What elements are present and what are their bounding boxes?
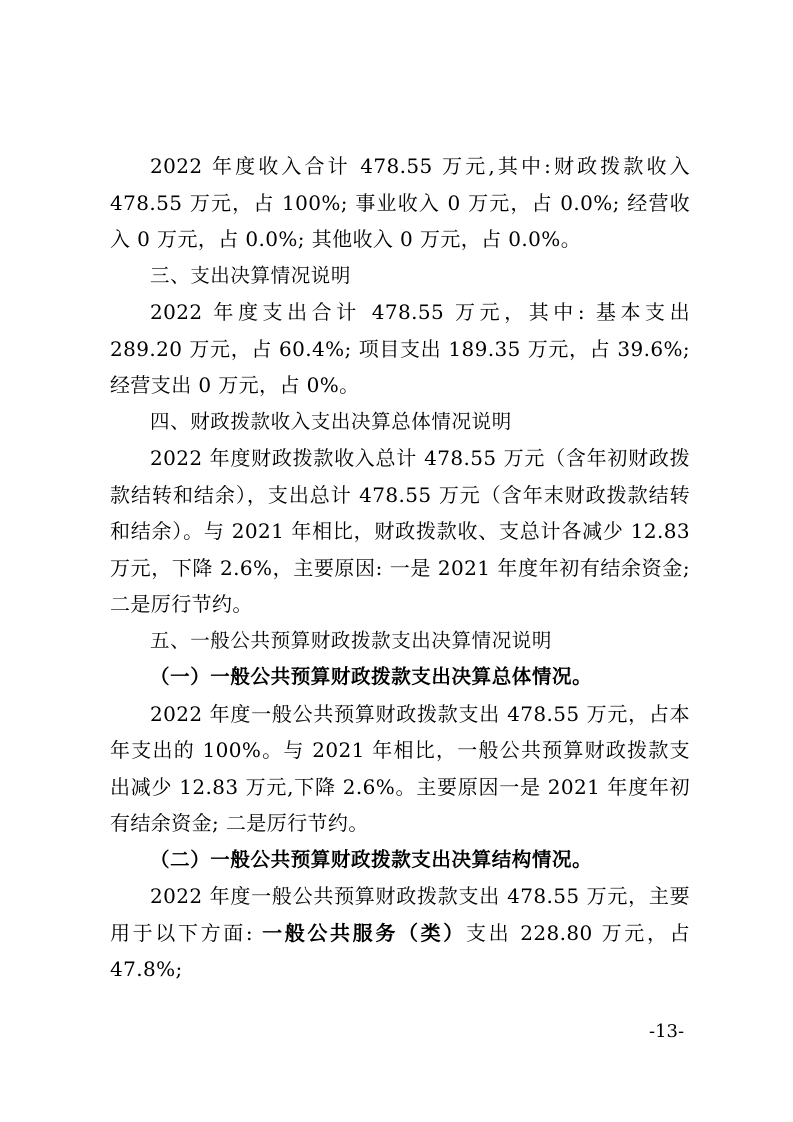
document-body — [110, 148, 690, 988]
paragraph-structure-situation — [110, 878, 690, 988]
subheading-structure-situation: （二）一般公共预算财政拨款支出决算结构情况。 — [150, 847, 593, 871]
paragraph-expenditure-summary: 2022 年度支出合计 478.55 万元，其中: 基本支出 289.20 万元，占 60.4%; 项目支出 189.35 万元，占 39.6%; 经营支出 0 万元，占 0%。 — [110, 300, 690, 397]
heading-expenditure-section: 三、支出决算情况说明 — [150, 263, 352, 287]
structure-text-before: 2022 年度一般公共预算财政拨款支出 478.55 万元，主要用于以下方面: — [110, 884, 690, 945]
paragraph-income-summary: 2022 年度收入合计 478.55 万元,其中:财政拨款收入 478.55 万元，占 100%; 事业收入 0 万元，占 0.0%; 经营收入 0 万元，占 0.0%; 其他收入 0 万元，占 0.0%。 — [110, 154, 690, 251]
structure-text-bold: 一般公共服务（类） — [262, 920, 466, 945]
paragraph-overall-situation: 2022 年度一般公共预算财政拨款支出 478.55 万元，占本年支出的 100%。与 2021 年相比，一般公共预算财政拨款支出减少 12.83 万元,下降 2.6%。主要原因一是 2021 年度年初有结余资金; 二是厉行节约。 — [110, 701, 690, 835]
paragraph-fiscal-allocation-summary: 2022 年度财政拨款收入总计 478.55 万元（含年初财政拨款结转和结余），支出总计 478.55 万元（含年末财政拨款结转和结余）。与 2021 年相比，财政拨款收、支总计各减少 12.83 万元，下降 2.6%，主要原因: 一是 2021 年度年初有结余资金; 二是厉行节约。 — [110, 446, 690, 616]
heading-general-budget-section: 五、一般公共预算财政拨款支出决算情况说明 — [150, 628, 553, 652]
subheading-overall-situation: （一）一般公共预算财政拨款支出决算总体情况。 — [150, 665, 593, 688]
structure-text-after: 支出 228.80 万元，占 47.8%; — [110, 920, 690, 981]
heading-fiscal-allocation-section: 四、财政拨款收入支出决算总体情况说明 — [150, 409, 512, 433]
page-number: -13- — [649, 1021, 685, 1042]
